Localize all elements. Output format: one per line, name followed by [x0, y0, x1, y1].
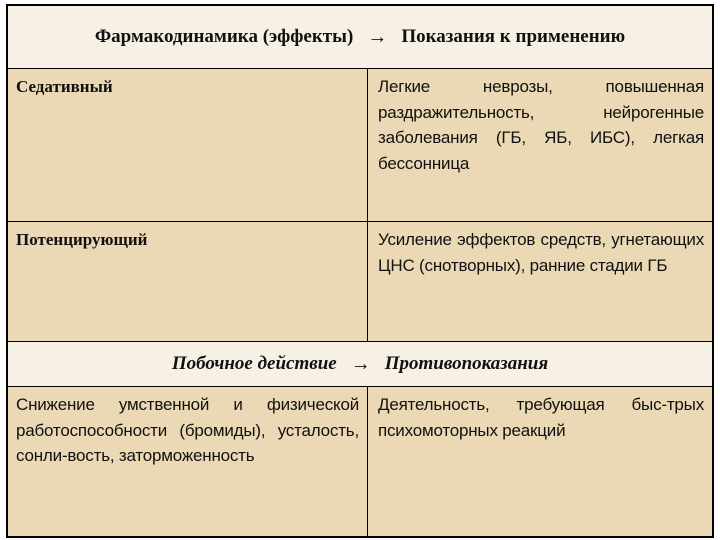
right-arrow-icon: →: [350, 352, 371, 375]
side-effect-cell: [8, 387, 368, 536]
effect-cell: [8, 222, 368, 341]
table-header-row: [8, 6, 712, 69]
table-subheader: [172, 353, 548, 376]
indication-cell: [368, 222, 712, 341]
header-right-label: Показания к применению: [401, 26, 626, 47]
side-effect-text: Снижение умственной и физической работоспособности (бромиды), усталость, сонли-вость, заторможенность: [16, 395, 359, 465]
table-row: [8, 222, 712, 342]
header-left-label: Фармакодинамика (эффекты): [94, 26, 354, 47]
table-row: [8, 69, 712, 222]
effect-term: Потенцирующий: [16, 230, 148, 249]
table-subheader-cell: [8, 342, 712, 386]
pharmacodynamics-table: [6, 4, 714, 538]
indication-text: Легкие неврозы, повышенная раздражительность, нейрогенные заболевания (ГБ, ЯБ, ИБС), легкая бессонница: [378, 77, 704, 173]
indication-cell: [368, 69, 712, 221]
effect-term: Седативный: [16, 77, 113, 96]
subheader-right-label: Противопоказания: [384, 353, 549, 374]
table-subheader-row: [8, 342, 712, 387]
contraindication-cell: [368, 387, 712, 536]
table-row: [8, 387, 712, 536]
table-header: [95, 26, 625, 49]
subheader-left-label: Побочное действие: [171, 353, 337, 374]
effect-cell: [8, 69, 368, 221]
contraindication-text: Деятельность, требующая быс-трых психомоторных реакций: [378, 395, 704, 440]
right-arrow-icon: →: [367, 25, 388, 48]
indication-text: Усиление эффектов средств, угнетающих ЦНС (снотворных), ранние стадии ГБ: [378, 230, 704, 275]
table-header-cell: [8, 6, 712, 68]
